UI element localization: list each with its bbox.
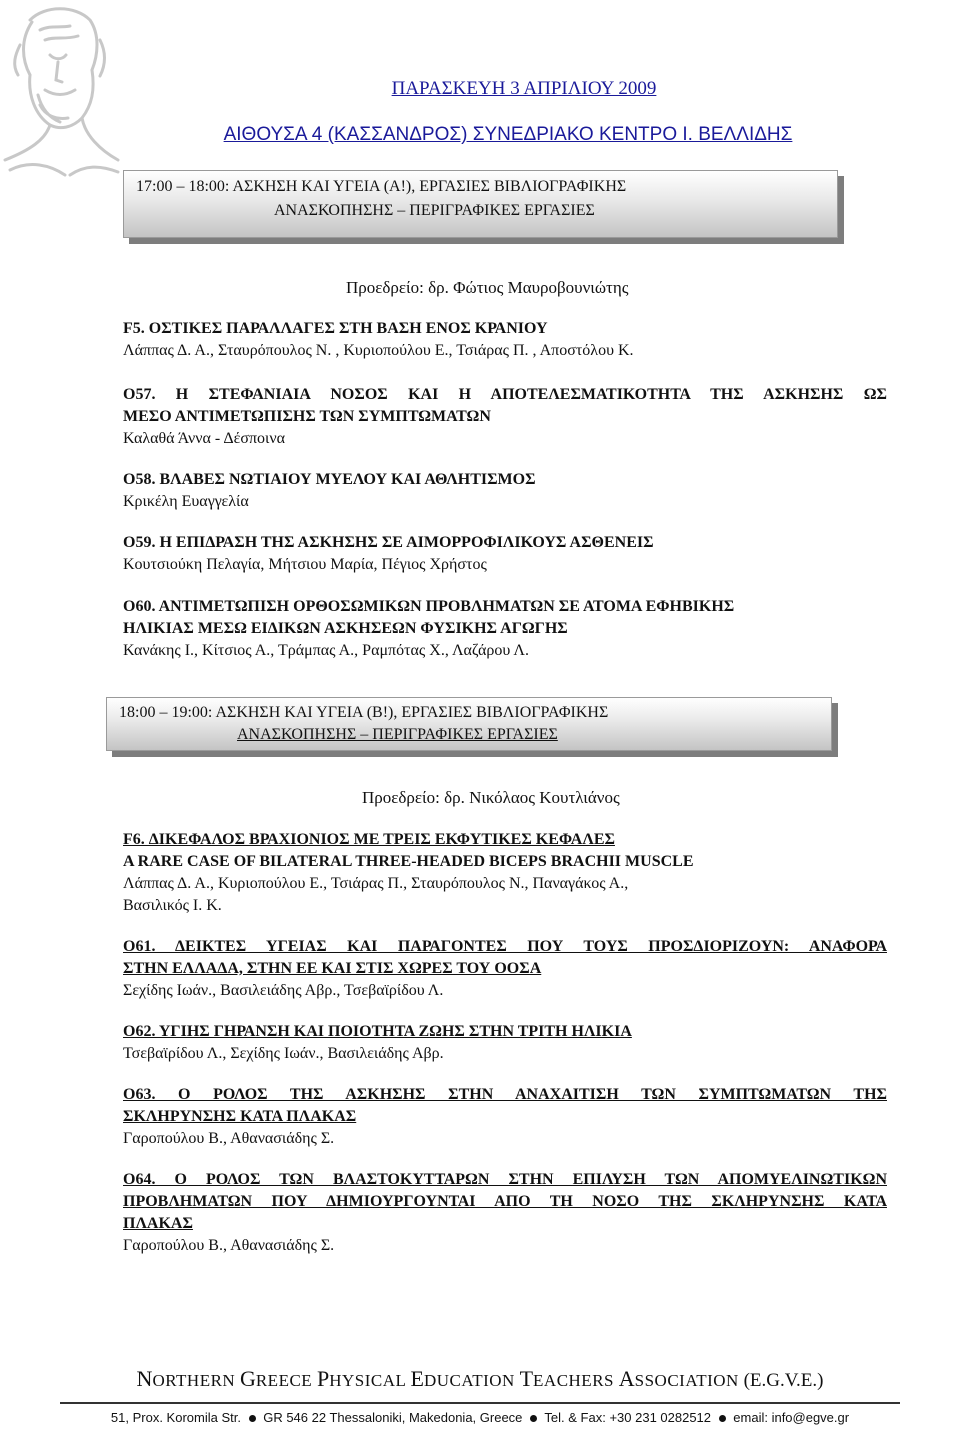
footer-organization-name: NORTHERN GREECE PHYSICAL EDUCATION TEACHERS ASSOCIATION (E.G.V.E.) — [136, 1366, 824, 1391]
day-title: ΠΑΡΑΣΚΕΥΗ 3 ΑΠΡΙΛΙΟΥ 2009 — [391, 78, 657, 99]
talk-o57-authors: Καλαθά Άννα - Δέσποινα — [123, 430, 285, 447]
talk-o59-title: Ο59. Η ΕΠΙΔΡΑΣΗ ΤΗΣ ΑΣΚΗΣΗΣ ΣΕ ΑΙΜΟΡΡΟΦΙΛΙΚΟΥΣ ΑΣΘΕΝΕΙΣ — [123, 534, 654, 551]
talk-o62-title: Ο62. ΥΓΙΗΣ ΓΗΡΑΝΣΗ ΚΑΙ ΠΟΙΟΤΗΤΑ ΖΩΗΣ ΣΤΗΝ ΤΡΙΤΗ ΗΛΙΚΙΑ — [123, 1023, 632, 1040]
footer-divider — [60, 1402, 900, 1404]
talk-o61-title-line2: ΣΤΗΝ ΕΛΛΑΔΑ, ΣΤΗΝ ΕΕ ΚΑΙ ΣΤΙΣ ΧΩΡΕΣ ΤΟΥ ΟΟΣΑ — [123, 960, 542, 977]
talk-o60-title-line2: ΗΛΙΚΙΑΣ ΜΕΣΩ ΕΙΔΙΚΩΝ ΑΣΚΗΣΕΩΝ ΦΥΣΙΚΗΣ ΑΓΩΓΗΣ — [123, 620, 568, 637]
talk-o64-title-line1: Ο64. Ο ΡΟΛΟΣ ΤΩΝ ΒΛΑΣΤΟΚΥΤΤΑΡΩΝ ΣΤΗΝ ΕΠΙΛΥΣΗ ΤΩΝ ΑΠΟΜΥΕΛΙΝΩΤΙΚΩΝ — [123, 1171, 887, 1188]
session1-chair: Προεδρείο: δρ. Φώτιος Μαυροβουνιώτης — [346, 278, 629, 297]
session2-header-box — [106, 697, 832, 751]
talk-o64-title-line3: ΠΛΑΚΑΣ — [123, 1215, 193, 1232]
talk-o59-authors: Κουτσιούκη Πελαγία, Μήτσιου Μαρία, Πέγιος Χρήστος — [123, 556, 487, 573]
talk-o60-authors: Κανάκης Ι., Κίτσιος Α., Τράμπας Α., Ραμπότας Χ., Λαζάρου Λ. — [123, 642, 529, 659]
session1-header-box — [123, 170, 838, 238]
talk-o57-title-line1: Ο57. Η ΣΤΕΦΑΝΙΑΙΑ ΝΟΣΟΣ ΚΑΙ Η ΑΠΟΤΕΛΕΣΜΑΤΙΚΟΤΗΤΑ ΤΗΣ ΑΣΚΗΣΗΣ ΩΣ — [123, 386, 887, 403]
talk-f6-title-line1: F6. ΔΙΚΕΦΑΛΟΣ ΒΡΑΧΙΟΝΙΟΣ ΜΕ ΤΡΕΙΣ ΕΚΦΥΤΙΚΕΣ ΚΕΦΑΛΕΣ — [123, 831, 615, 848]
talk-o63-title-line2: ΣΚΛΗΡΥΝΣΗΣ ΚΑΤΑ ΠΛΑΚΑΣ — [123, 1108, 357, 1125]
footer-email: email: info@egve.gr — [733, 1410, 850, 1425]
session2-line2: ΑΝΑΣΚΟΠΗΣΗΣ – ΠΕΡΙΓΡΑΦΙΚΕΣ ΕΡΓΑΣΙΕΣ — [237, 726, 558, 743]
talk-o63-title-line1: Ο63. Ο ΡΟΛΟΣ ΤΗΣ ΑΣΚΗΣΗΣ ΣΤΗΝ ΑΝΑΧΑΙΤΙΣΗ ΤΩΝ ΣΥΜΠΤΩΜΑΤΩΝ ΤΗΣ — [123, 1086, 887, 1103]
talk-o63-authors: Γαροπούλου Β., Αθανασιάδης Σ. — [123, 1130, 335, 1147]
session1-line1: 17:00 – 18:00: ΑΣΚΗΣΗ ΚΑΙ ΥΓΕΙΑ (Α!), ΕΡΓΑΣΙΕΣ ΒΙΒΛΙΟΓΡΑΦΙΚΗΣ — [136, 178, 627, 195]
footer-contact — [0, 1410, 960, 1425]
talk-f6-authors-line1: Λάππας Δ. Α., Κυριοπούλου Ε., Τσιάρας Π., Σταυρόπουλος Ν., Παναγάκος Α., — [123, 875, 629, 892]
footer-abbreviation: (E.G.V.E.) — [743, 1370, 824, 1391]
footer-address: 51, Prox. Koromila Str. — [110, 1410, 241, 1425]
bullet-icon — [719, 1415, 726, 1422]
talk-o61-authors: Σεχίδης Ιωάν., Βασιλειάδης Αβρ., Τσεβαϊρίδου Λ. — [123, 982, 444, 999]
session2-line1: 18:00 – 19:00: ΑΣΚΗΣΗ ΚΑΙ ΥΓΕΙΑ (Β!), ΕΡΓΑΣΙΕΣ ΒΙΒΛΙΟΓΡΑΦΙΚΗΣ — [119, 704, 609, 721]
talk-o61-title-line1: Ο61. ΔΕΙΚΤΕΣ ΥΓΕΙΑΣ ΚΑΙ ΠΑΡΑΓΟΝΤΕΣ ΠΟΥ ΤΟΥΣ ΠΡΟΣΔΙΟΡΙΖΟΥΝ: ΑΝΑΦΟΡΑ — [123, 938, 887, 955]
talk-o64-authors: Γαροπούλου Β., Αθανασιάδης Σ. — [123, 1237, 335, 1254]
room-title: ΑΙΘΟΥΣΑ 4 (ΚΑΣΣΑΝΔΡΟΣ) ΣΥΝΕΔΡΙΑΚΟ ΚΕΝΤΡΟ Ι. ΒΕΛΛΙΔΗΣ — [223, 124, 793, 145]
session2-chair: Προεδρείο: δρ. Νικόλαος Κουτλιάνος — [362, 788, 620, 807]
talk-o62-authors: Τσεβαϊρίδου Λ., Σεχίδης Ιωάν., Βασιλειάδης Αβρ. — [123, 1045, 444, 1062]
bullet-icon — [249, 1415, 256, 1422]
talk-f6-authors-line2: Βασιλικός Ι. Κ. — [123, 897, 222, 914]
talk-o58-authors: Κρικέλη Ευαγγελία — [123, 493, 249, 510]
footer-phone: Tel. & Fax: +30 231 0282512 — [544, 1410, 712, 1425]
footer-postal: GR 546 22 Thessaloniki, Makedonia, Greece — [263, 1410, 523, 1425]
session1-line2: ΑΝΑΣΚΟΠΗΣΗΣ – ΠΕΡΙΓΡΑΦΙΚΕΣ ΕΡΓΑΣΙΕΣ — [274, 202, 595, 219]
talk-f6-title-line2: A RARE CASE OF BILATERAL THREE-HEADED BICEPS BRACHII MUSCLE — [123, 853, 694, 870]
talk-f5-authors: Λάππας Δ. Α., Σταυρόπουλος Ν. , Κυριοπούλου Ε., Τσιάρας Π. , Αποστόλου Κ. — [123, 342, 634, 359]
talk-o57-title-line2: ΜΕΣΟ ΑΝΤΙΜΕΤΩΠΙΣΗΣ ΤΩΝ ΣΥΜΠΤΩΜΑΤΩΝ — [123, 408, 491, 425]
talk-o58-title: Ο58. ΒΛΑΒΕΣ ΝΩΤΙΑΙΟΥ ΜΥΕΛΟΥ ΚΑΙ ΑΘΛΗΤΙΣΜΟΣ — [123, 471, 536, 488]
talk-o64-title-line2: ΠΡΟΒΛΗΜΑΤΩΝ ΠΟΥ ΔΗΜΙΟΥΡΓΟΥΝΤΑΙ ΑΠΟ ΤΗ ΝΟΣΟ ΤΗΣ ΣΚΛΗΡΥΝΣΗΣ ΚΑΤΑ — [123, 1193, 887, 1210]
bullet-icon — [530, 1415, 537, 1422]
talk-o60-title-line1: Ο60. ΑΝΤΙΜΕΤΩΠΙΣΗ ΟΡΘΟΣΩΜΙΚΩΝ ΠΡΟΒΛΗΜΑΤΩΝ ΣΕ ΑΤΟΜΑ ΕΦΗΒΙΚΗΣ — [123, 598, 735, 615]
talk-f5-title: F5. ΟΣΤΙΚΕΣ ΠΑΡΑΛΛΑΓΕΣ ΣΤΗ ΒΑΣΗ ΕΝΟΣ ΚΡΑΝΙΟΥ — [123, 320, 548, 337]
